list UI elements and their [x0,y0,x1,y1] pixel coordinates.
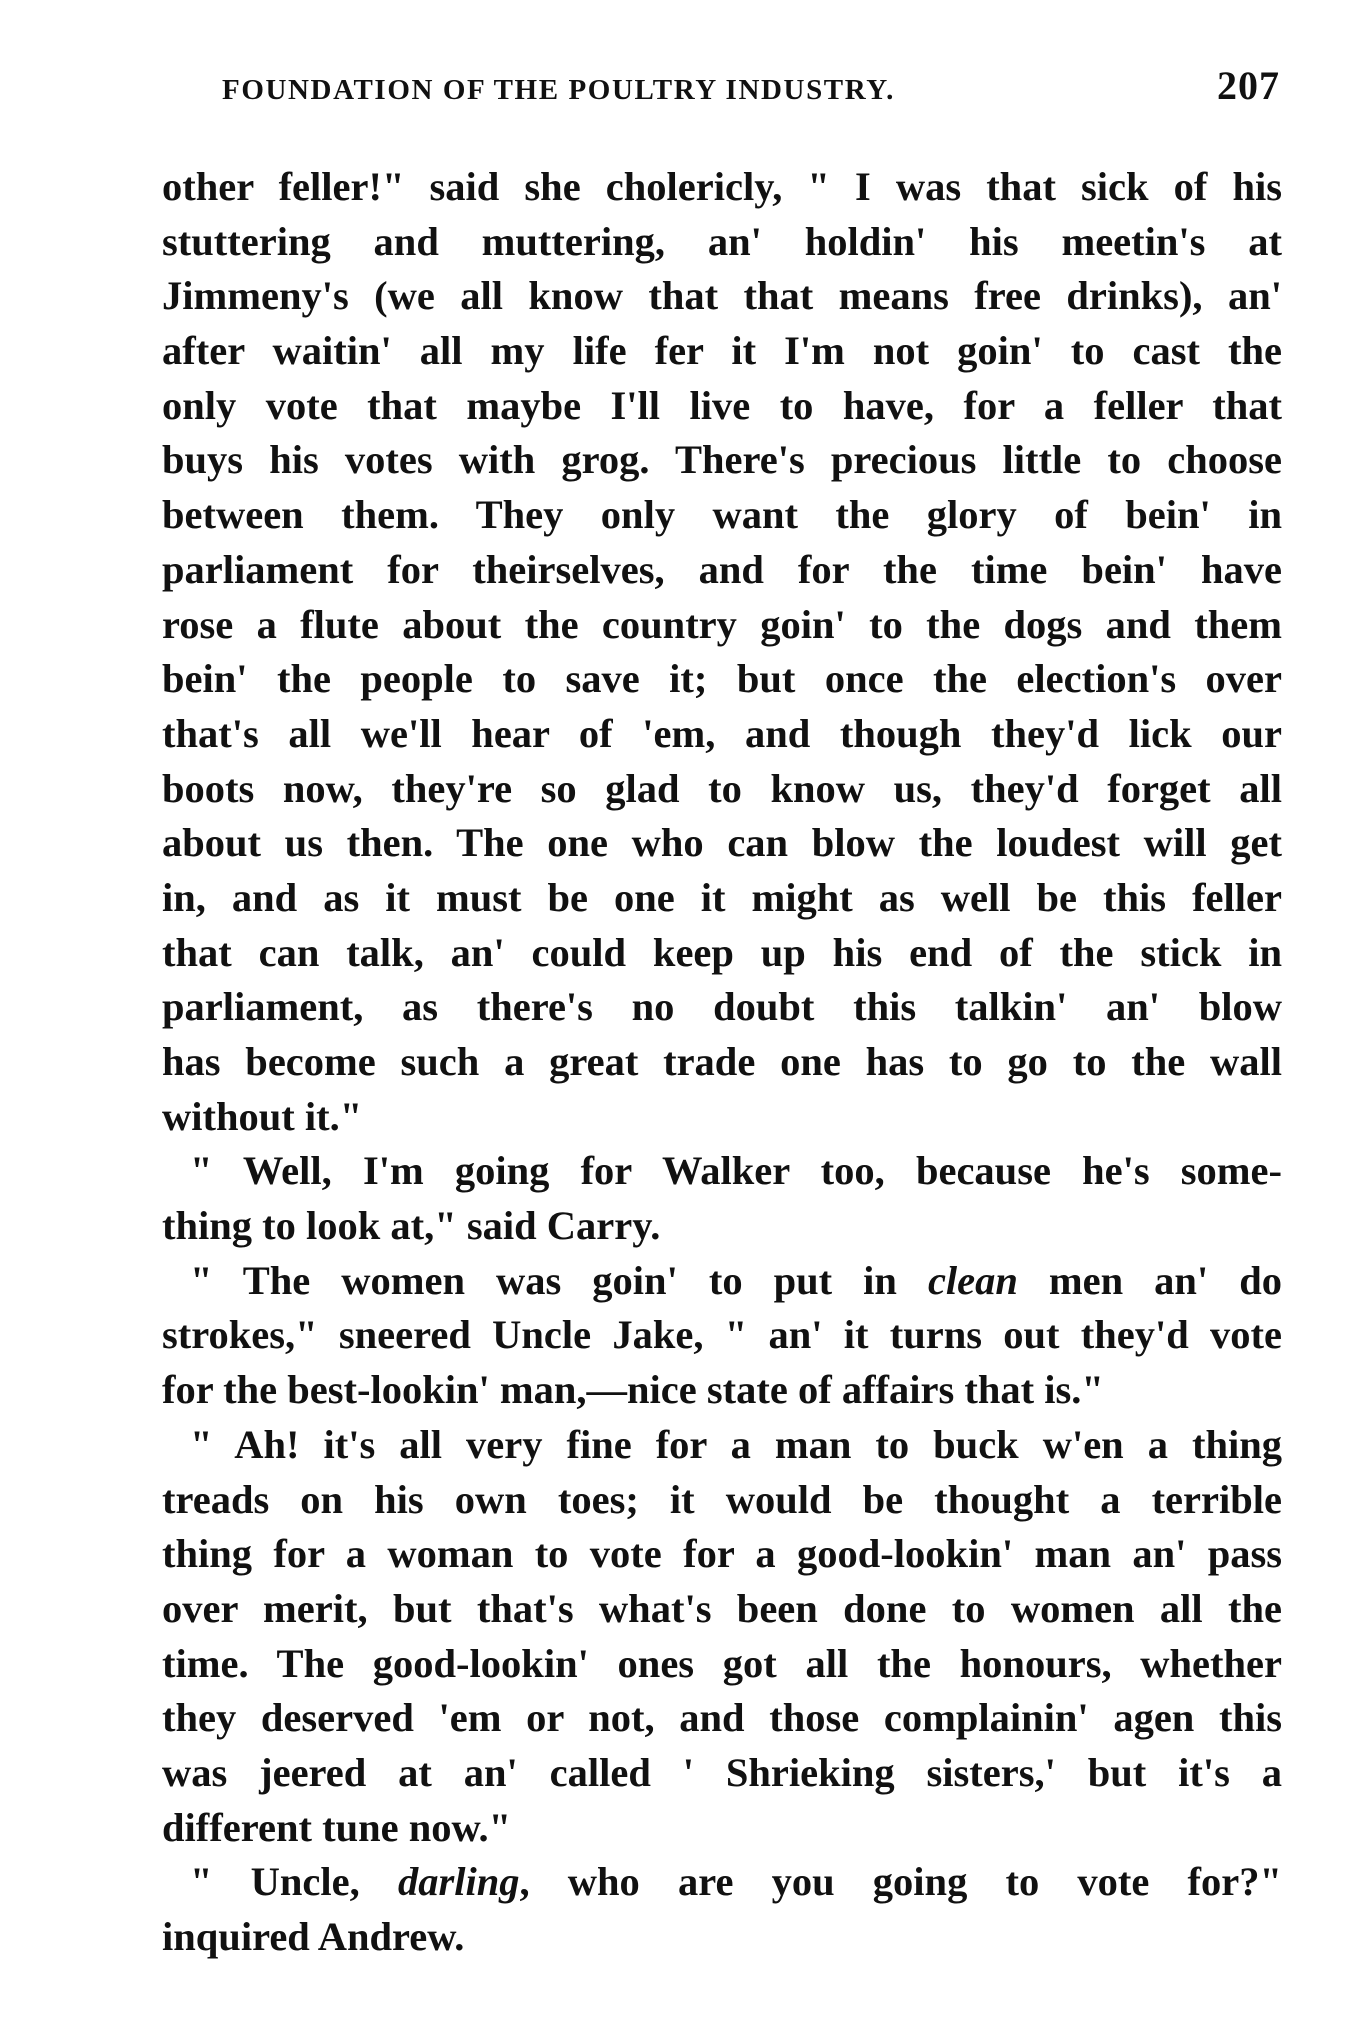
line-text: buys his votes with grog. There's precious little to choose [162,437,1282,483]
line-text: that's all we'll hear of 'em, and though they'd lick our [162,710,1282,756]
text-line [162,707,1282,762]
running-title: FOUNDATION OF THE POULTRY INDUSTRY. [222,74,896,106]
text-line [162,488,1282,543]
text-line [162,269,1282,324]
line-text: that can talk, an' could keep up his end of the stick in [162,929,1282,975]
line-text: boots now, they're so glad to know us, they'd forget all [162,765,1282,811]
line-text: time. The good-lookin' ones got all the honours, whether [162,1640,1282,1686]
text-line [162,926,1282,981]
text-line [162,1527,1282,1582]
line-text: treads on his own toes; it would be thought a terrible [162,1476,1282,1522]
line-text: for the best-lookin' man,—nice state of affairs that is." [162,1367,1104,1413]
text-line [162,1637,1282,1692]
line-text: they deserved 'em or not, and those complainin' agen this [162,1695,1282,1741]
text-line [162,762,1282,817]
text-line [162,980,1282,1035]
line-text: Jimmeny's (we all know that that means free drinks), an' [162,273,1282,319]
line-text: bein' the people to save it; but once the election's over [162,656,1282,702]
page-number: 207 [1217,63,1280,108]
text-line [162,1035,1282,1090]
text-line [162,1199,1282,1254]
italic-word: clean [927,1257,1018,1303]
text-line [162,816,1282,871]
line-text: different tune now." [162,1804,512,1850]
text-line [162,1090,1282,1145]
text-line [162,160,1282,215]
line-text: strokes," sneered Uncle Jake, " an' it turns out they'd vote [162,1312,1282,1358]
text-line [162,1691,1282,1746]
line-text-continued: , who are you going to vote for?" [519,1859,1282,1905]
line-text: thing for a woman to vote for a good-lookin' man an' pass [162,1531,1282,1577]
text-line [162,1254,1282,1309]
text-line [162,1855,1282,1910]
line-text: parliament, as there's no doubt this talkin' an' blow [162,984,1282,1030]
text-line [162,543,1282,598]
text-line [162,1473,1282,1528]
body-text [162,160,1282,1965]
text-line [162,1801,1282,1856]
running-header [222,62,1280,118]
line-text: has become such a great trade one has to go to the wall [162,1039,1282,1084]
line-text: only vote that maybe I'll live to have, for a feller that [162,382,1282,428]
line-text: parliament for theirselves, and for the time bein' have [162,546,1282,592]
line-text: thing to look at," said Carry. [162,1203,661,1249]
text-line [162,1144,1282,1199]
line-text: over merit, but that's what's been done to women all the [162,1585,1282,1631]
text-line [162,215,1282,270]
line-text: after waitin' all my life fer it I'm not goin' to cast the [162,328,1282,374]
text-line [162,1308,1282,1363]
line-text: without it." [162,1093,363,1139]
text-line [162,598,1282,653]
line-text: stuttering and muttering, an' holdin' his meetin's at [162,218,1282,264]
text-line [162,433,1282,488]
text-line [162,1910,1282,1965]
line-text: rose a flute about the country goin' to the dogs and them [162,601,1282,647]
text-line [162,871,1282,926]
line-text-continued: men an' do [1017,1257,1282,1303]
line-text: " Ah! it's all very fine for a man to buck w'en a thing [190,1421,1282,1467]
text-line [162,1418,1282,1473]
line-text: " Uncle, [190,1859,398,1905]
text-line [162,324,1282,379]
line-text: " Well, I'm going for Walker too, because he's some- [190,1148,1282,1194]
text-line [162,1746,1282,1801]
line-text: about us then. The one who can blow the loudest will get [162,820,1282,866]
line-text: inquired Andrew. [162,1914,465,1959]
text-line [162,652,1282,707]
italic-word: darling [397,1859,520,1905]
line-text: in, and as it must be one it might as well be this feller [162,874,1282,920]
line-text: other feller!" said she cholericly, " I was that sick of his [162,164,1282,209]
text-line [162,1363,1282,1418]
line-text: " The women was goin' to put in [190,1257,928,1303]
line-text: was jeered at an' called ' Shrieking sisters,' but it's a [162,1749,1282,1795]
line-text: between them. They only want the glory of bein' in [162,492,1282,538]
text-line [162,379,1282,434]
text-line [162,1582,1282,1637]
